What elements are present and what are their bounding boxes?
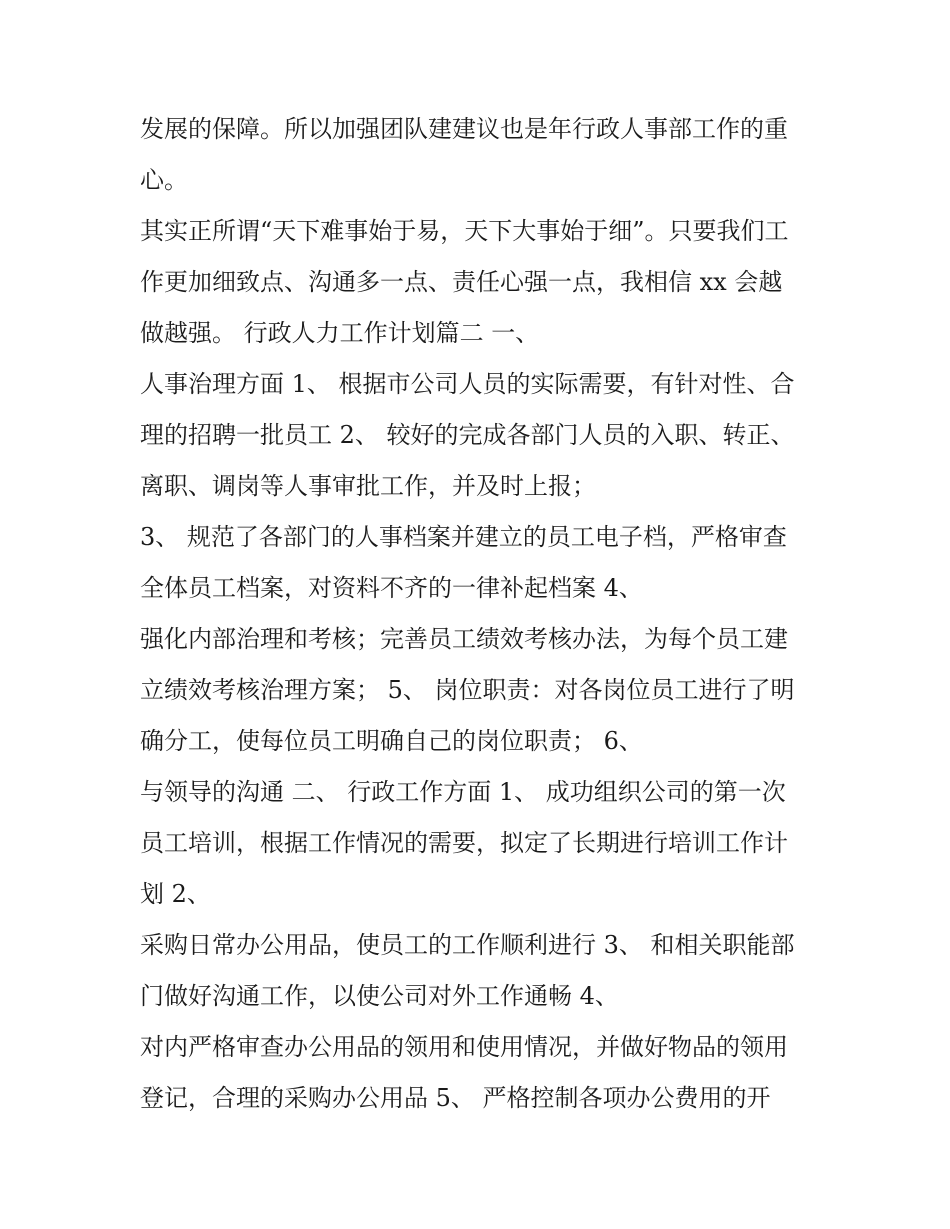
text-line: 作更加细致点、沟通多一点、责任心强一点，我相信 xx 会越 <box>140 268 783 296</box>
text-line: 人事治理方面 1、 根据市公司人员的实际需要，有针对性、合 <box>140 370 795 398</box>
text-line: 强化内部治理和考核；完善员工绩效考核办法，为每个员工建 <box>140 625 788 653</box>
text-line: 全体员工档案，对资料不齐的一律补起档案 4、 <box>140 574 643 602</box>
text-line: 做越强。 行政人力工作计划篇二 一、 <box>140 319 540 347</box>
document-body <box>140 104 820 1124</box>
text-line: 发展的保障。所以加强团队建建议也是年行政人事部工作的重 <box>140 115 788 143</box>
text-line: 登记，合理的采购办公用品 5、 严格控制各项办公费用的开 <box>140 1084 771 1112</box>
text-line: 与领导的沟通 二、 行政工作方面 1、 成功组织公司的第一次 <box>140 778 786 806</box>
text-line: 采购日常办公用品，使员工的工作顺利进行 3、 和相关职能部 <box>140 931 795 959</box>
text-line: 门做好沟通工作，以使公司对外工作通畅 4、 <box>140 982 619 1010</box>
text-line: 心。 <box>140 166 188 194</box>
text-line: 3、 规范了各部门的人事档案并建立的员工电子档，严格审查 <box>140 523 787 551</box>
text-line: 对内严格审查办公用品的领用和使用情况，并做好物品的领用 <box>140 1033 788 1061</box>
text-line: 员工培训，根据工作情况的需要，拟定了长期进行培训工作计 <box>140 829 788 857</box>
text-line: 立绩效考核治理方案； 5、 岗位职责：对各岗位员工进行了明 <box>140 676 795 704</box>
text-line: 其实正所谓“天下难事始于易，天下大事始于细”。只要我们工 <box>140 217 789 245</box>
text-line: 理的招聘一批员工 2、 较好的完成各部门人员的入职、转正、 <box>140 421 795 449</box>
text-line: 确分工，使每位员工明确自己的岗位职责； 6、 <box>140 727 643 755</box>
text-line: 离职、调岗等人事审批工作，并及时上报； <box>140 472 596 500</box>
text-line: 划 2、 <box>140 880 211 908</box>
